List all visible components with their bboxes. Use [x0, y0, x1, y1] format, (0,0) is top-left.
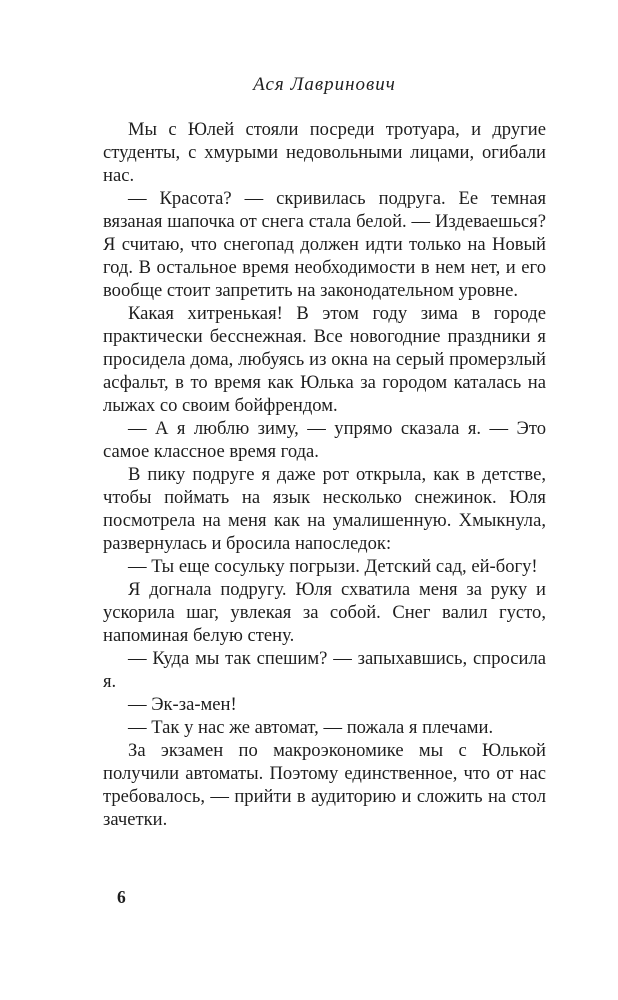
paragraph: Я догнала подругу. Юля схватила меня за руку и ускорила шаг, увлекая за собой. Снег валил густо, напоминая белую стену.	[103, 579, 546, 646]
running-header: Ася Лавринович	[253, 74, 396, 95]
paragraph: — Куда мы так спешим? — запыхавшись, спросила я.	[103, 648, 546, 692]
paragraph: — Эк-за-мен!	[128, 694, 237, 715]
page-number: 6	[117, 887, 126, 907]
paragraph: — Ты еще сосульку погрызи. Детский сад, ей-богу!	[128, 556, 538, 577]
paragraph: В пику подруге я даже рот открыла, как в детстве, чтобы поймать на язык несколько снежинок. Юля посмотрела на меня как на умалишенную. Хмыкнула, развернулась и бросила напоследок:	[103, 464, 546, 554]
paragraph: Какая хитренькая! В этом году зима в городе практически бесснежная. Все новогодние праздники я просидела дома, любуясь из окна на серый промерзлый асфальт, в то время как Юлька за городом каталась на лыжах со своим бойфрендом.	[103, 303, 546, 416]
paragraph: — Красота? — скривилась подруга. Ее темная вязаная шапочка от снега стала белой. — Издеваешься? Я считаю, что снегопад должен идти только на Новый год. В остальное время необходимости в нем нет, и его вообще стоит запретить на законодательном уровне.	[103, 188, 546, 301]
text-column	[103, 118, 546, 831]
paragraph: За экзамен по макроэкономике мы с Юлькой получили автоматы. Поэтому единственное, что от нас требовалось, — прийти в аудиторию и сложить на стол зачетки.	[103, 740, 546, 830]
paragraph: — Так у нас же автомат, — пожала я плечами.	[128, 717, 494, 738]
paragraph: — А я люблю зиму, — упрямо сказала я. — Это самое классное время года.	[103, 418, 546, 462]
paragraph: Мы с Юлей стояли посреди тротуара, и другие студенты, с хмурыми недовольными лицами, огибали нас.	[103, 119, 546, 186]
